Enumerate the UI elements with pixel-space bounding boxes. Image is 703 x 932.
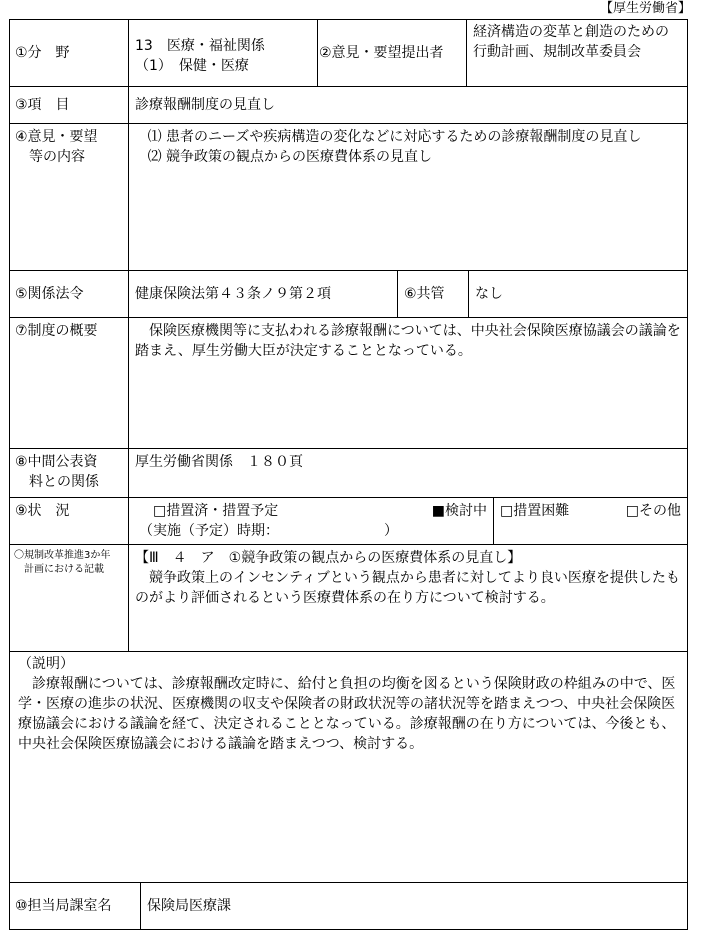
law-label [9, 270, 129, 318]
status-option-difficult[interactable]: □措置困難 [500, 503, 570, 519]
interim-value [128, 448, 688, 498]
request-content [128, 123, 688, 271]
office-label-text: ⑩担当局課室名 [15, 898, 112, 914]
field-label-text: ①分 野 [15, 45, 70, 61]
joint-label-text: ⑥共管 [404, 286, 445, 302]
office-label [9, 882, 141, 930]
form-table [9, 19, 688, 930]
plan-value [128, 544, 688, 652]
overview-label [9, 317, 129, 449]
status-option-review[interactable]: ■検討中 [431, 503, 487, 519]
item-label-text: ③項 目 [15, 97, 70, 113]
plan-label [9, 544, 129, 652]
status-side [493, 497, 688, 545]
explanation-box [9, 651, 688, 883]
item-label [9, 86, 129, 124]
plan-label-line1: 〇規制改革推進3か年 [14, 550, 111, 561]
request-item-2: ⑵ 競争政策の観点からの医療費体系の見直し [147, 149, 433, 165]
office-value-text: 保険局医療課 [147, 898, 231, 914]
field-value [128, 19, 318, 87]
explanation-body: 診療報酬については、診療報酬改定時に、給付と負担の均衡を図るという保険財政の枠組みの中で、医学・医療の進歩の状況、医療機関の収支や保険者の財政状況等の諸状況等を踏まえつつ、中央社会保険医療協議会における議論を経て、決定されることとなっている。診療報酬の在り方については、今後とも、中央社会保険医療協議会における議論を踏まえつつ、検討する。 [18, 676, 676, 752]
law-label-text: ⑤関係法令 [15, 286, 84, 302]
item-value-text: 診療報酬制度の見直し [135, 97, 275, 113]
office-value [140, 882, 688, 930]
law-value-text: 健康保険法第４３条ノ９第２項 [135, 286, 331, 302]
submitter-value [466, 19, 688, 87]
interim-label-line2: 料との関係 [29, 474, 99, 490]
overview-value [128, 317, 688, 449]
department-label: 【厚生労働省】 [599, 1, 691, 16]
item-value [128, 86, 688, 124]
joint-label [397, 270, 469, 318]
interim-value-text: 厚生労働省関係 １８０頁 [135, 454, 303, 470]
joint-value [468, 270, 688, 318]
overview-label-text: ⑦制度の概要 [15, 323, 98, 339]
plan-heading: 【Ⅲ ４ ア ①競争政策の観点からの医療費体系の見直し】 [135, 550, 522, 566]
plan-label-line2: 計画における記載 [24, 564, 104, 575]
request-label-line1: ④意見・要望 [15, 129, 98, 145]
status-option-done[interactable]: □措置済・措置予定 [153, 503, 279, 519]
overview-value-text: 保険医療機関等に支払われる診療報酬については、中央社会保険医療協議会の議論を踏まえ、厚生労働大臣が決定することとなっている。 [135, 323, 681, 359]
request-label-line2: 等の内容 [29, 149, 85, 165]
joint-value-text: なし [475, 286, 503, 302]
interim-label-line1: ⑧中間公表資 [15, 454, 98, 470]
submitter-value-text: 経済構造の変革と創造のための行動計画、規制改革委員会 [473, 24, 669, 60]
status-label-text: ⑨状 況 [15, 503, 70, 519]
status-timing: （実施（予定）時期： ） [139, 523, 398, 539]
plan-body: 競争政策上のインセンティブという観点から患者に対してより良い医療を提供したものがより評価されるという医療費体系の在り方について検討する。 [135, 570, 680, 606]
law-value [128, 270, 398, 318]
request-label [9, 123, 129, 271]
status-label [9, 497, 129, 545]
request-item-1: ⑴ 患者のニーズや疾病構造の変化などに対応するための診療報酬制度の見直し [147, 129, 642, 145]
field-value-line1: 13 医療・福祉関係 [135, 38, 265, 54]
field-label [9, 19, 129, 87]
field-value-line2: （1） 保健・医療 [135, 58, 249, 74]
explanation-label: （説明） [18, 656, 74, 672]
status-main [128, 497, 494, 545]
status-option-other[interactable]: □その他 [625, 503, 681, 519]
interim-label [9, 448, 129, 498]
submitter-label-text: ②意見・要望提出者 [319, 45, 444, 61]
submitter-label [317, 19, 467, 87]
